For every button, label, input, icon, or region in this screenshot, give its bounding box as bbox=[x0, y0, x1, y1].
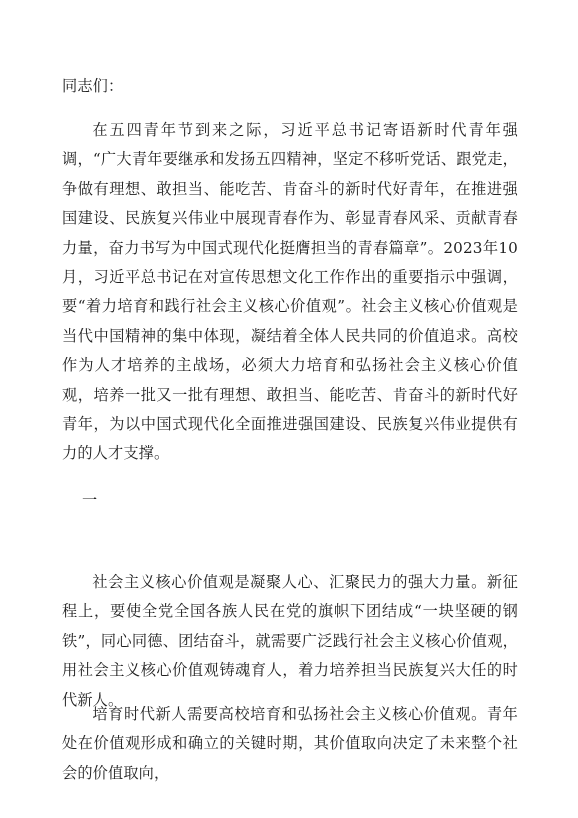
greeting: 同志们： bbox=[62, 77, 124, 95]
paragraph-intro: 在五四青年节到来之际，习近平总书记寄语新时代青年强调，“广大青年要继承和发扬五四精神，坚定不移听党话、跟党走，争做有理想、敢担当、能吃苦、肯奋斗的新时代好青年，在推进强国建设、民族复兴伟业中展现青春作为、彰显青春风采、贡献青春力量，奋力书写为中国式现代化挺膺担当的青春篇章”。2023年10月，习近平总书记在对宣传思想文化工作作出的重要指示中强调，要“着力培育和践行社会主义核心价值观”。社会主义核心价值观是当代中国精神的集中体现，凝结着全体人民共同的价值追求。高校作为人才培养的主战场，必须大力培育和弘扬社会主义核心价值观，培养一批又一批有理想、敢担当、能吃苦、肯奋斗的新时代好青年，为以中国式现代化全面推进强国建设、民族复兴伟业提供有力的人才支撑。 bbox=[62, 121, 518, 463]
paragraph-section-one-1: 社会主义核心价值观是凝聚人心、汇聚民力的强大力量。新征程上，要使全党全国各族人民在党的旗帜下团结成“一块坚硬的钢铁”，同心同德、团结奋斗，就需要广泛践行社会主义核心价值观，用社会主义核心价值观铸魂育人，着力培养担当民族复兴大任的时代新人。 bbox=[62, 573, 518, 709]
paragraph-section-one-2: 培育时代新人需要高校培育和弘扬社会主义核心价值观。青年处在价值观形成和确立的关键时期，其价值取向决定了未来整个社会的价值取向， bbox=[62, 705, 518, 782]
section-heading-one: 一 bbox=[82, 491, 98, 509]
